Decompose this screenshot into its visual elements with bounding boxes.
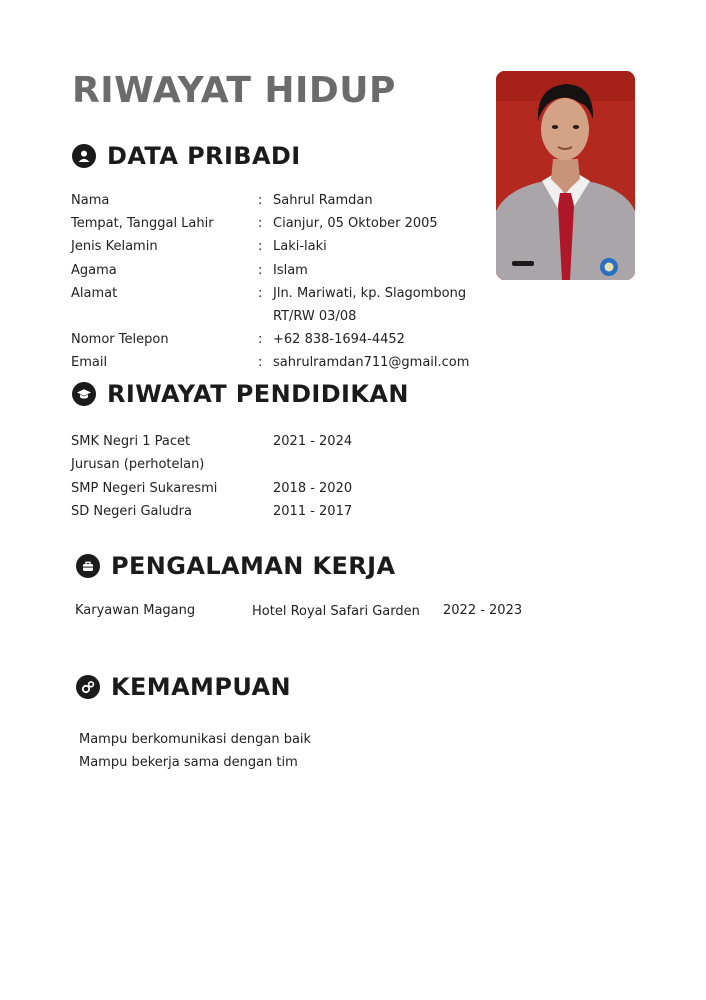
colon: :: [258, 355, 263, 370]
profile-photo: [496, 71, 635, 280]
skill-item: Mampu berkomunikasi dengan baik: [79, 732, 312, 747]
edu-sd-years: 2011 - 2017: [273, 504, 353, 519]
section-data-pribadi: [72, 141, 301, 171]
value-alamat-line-2: RT/RW 03/08: [273, 309, 357, 324]
colon: :: [258, 286, 263, 301]
section-title: DATA PRIBADI: [107, 142, 301, 170]
edu-sd: SD Negeri Galudra: [71, 504, 192, 519]
gears-icon: [76, 675, 100, 699]
section-kemampuan: [76, 672, 291, 702]
section-pengalaman-kerja: [76, 551, 396, 581]
page-title: RIWAYAT HIDUP: [72, 70, 396, 111]
edu-smp: SMP Negeri Sukaresmi: [71, 481, 218, 496]
work-years: 2022 - 2023: [443, 603, 523, 618]
edu-smk-major: Jurusan (perhotelan): [71, 457, 205, 472]
value-email: sahrulramdan711@gmail.com: [273, 355, 470, 370]
colon: :: [258, 193, 263, 208]
value-jenis-kelamin: Laki-laki: [273, 239, 327, 254]
value-agama: Islam: [273, 263, 308, 278]
value-telepon: +62 838-1694-4452: [273, 332, 405, 347]
label-agama: Agama: [71, 263, 117, 278]
user-icon: [72, 144, 96, 168]
colon: :: [258, 239, 263, 254]
graduation-cap-icon: [72, 382, 96, 406]
label-telepon: Nomor Telepon: [71, 332, 169, 347]
section-riwayat-pendidikan: [72, 379, 409, 409]
label-alamat: Alamat: [71, 286, 118, 301]
colon: :: [258, 263, 263, 278]
briefcase-icon: [76, 554, 100, 578]
edu-smk-years: 2021 - 2024: [273, 434, 353, 449]
edu-smp-years: 2018 - 2020: [273, 481, 353, 496]
edu-smk: SMK Negri 1 Pacet: [71, 434, 191, 449]
value-ttl: Cianjur, 05 Oktober 2005: [273, 216, 438, 231]
section-title: KEMAMPUAN: [111, 673, 291, 701]
label-email: Email: [71, 355, 108, 370]
label-ttl: Tempat, Tanggal Lahir: [71, 216, 214, 231]
label-nama: Nama: [71, 193, 110, 208]
work-position: Karyawan Magang: [75, 603, 196, 618]
skill-item: Mampu bekerja sama dengan tim: [79, 755, 298, 770]
colon: :: [258, 216, 263, 231]
value-nama: Sahrul Ramdan: [273, 193, 373, 208]
label-jenis-kelamin: Jenis Kelamin: [71, 239, 158, 254]
colon: :: [258, 332, 263, 347]
value-alamat-line-1: Jln. Mariwati, kp. Slagombong: [273, 286, 467, 301]
section-title: RIWAYAT PENDIDIKAN: [107, 380, 409, 408]
work-company: Hotel Royal Safari Garden: [252, 604, 420, 619]
section-title: PENGALAMAN KERJA: [111, 552, 396, 580]
